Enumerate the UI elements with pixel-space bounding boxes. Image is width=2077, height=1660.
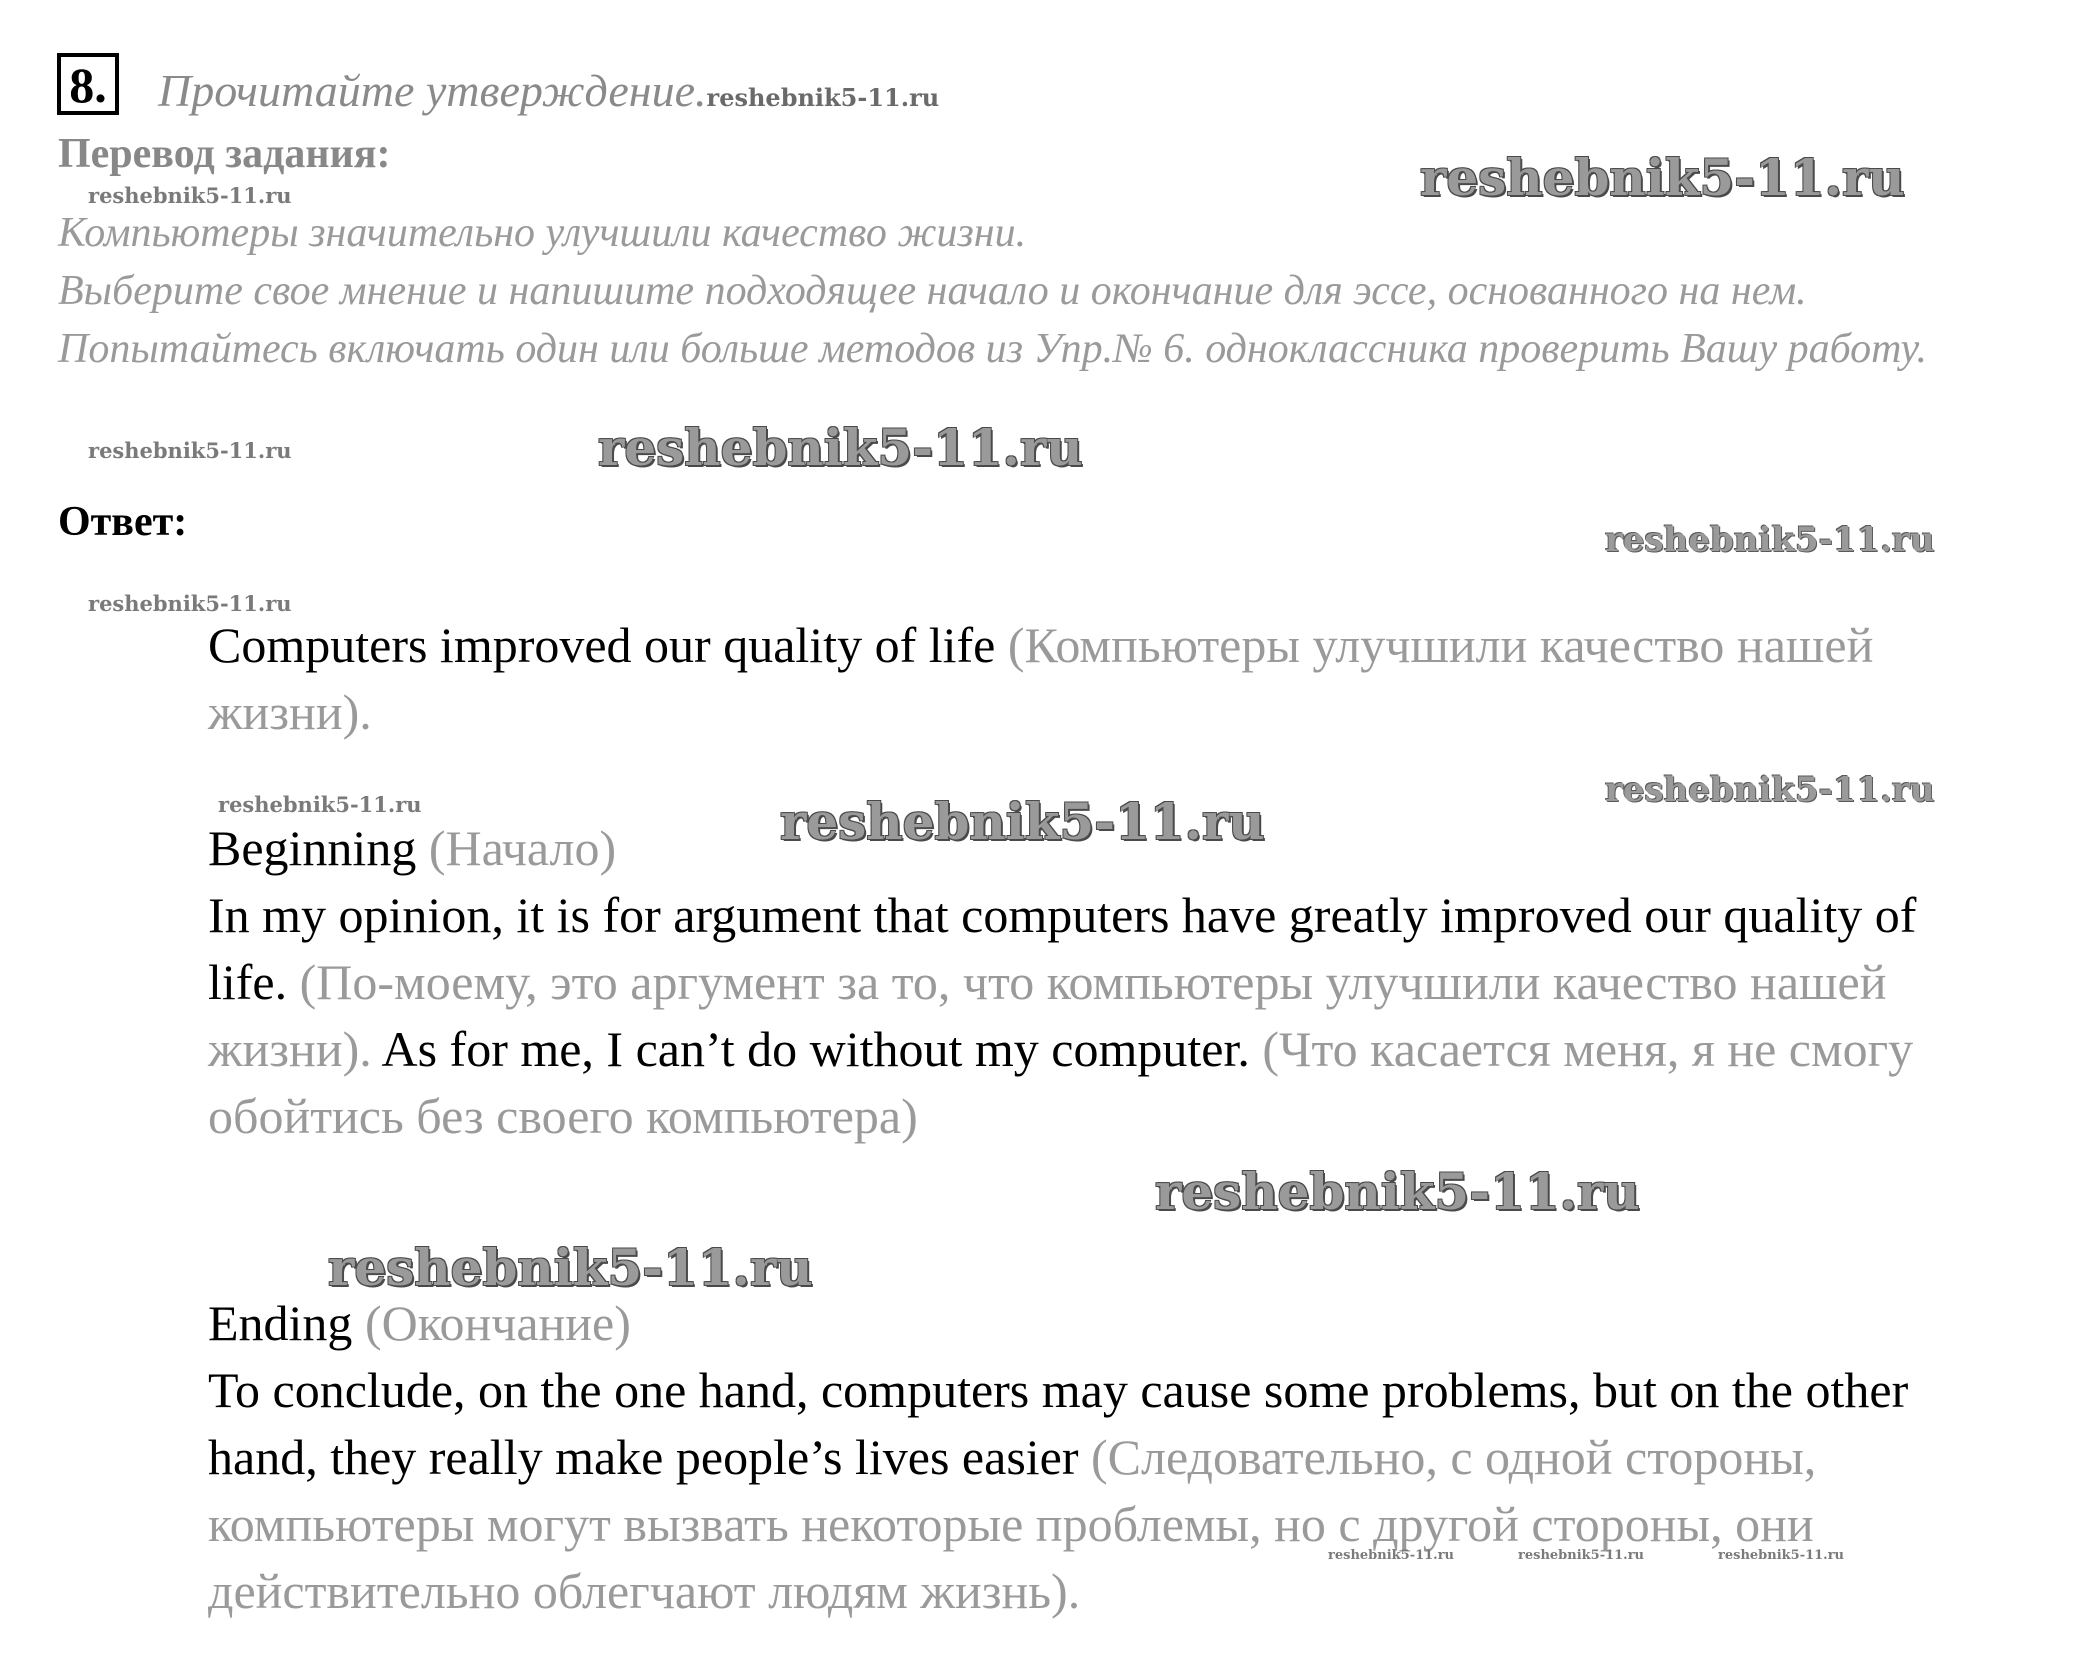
translation-line-2: Выберите свое мнение и напишите подходящее начало и окончание для эссе, основанного на нем. Попытайтесь включать один или больше методов из Упр.№ 6. одноклассника проверить Вашу работу.	[58, 268, 1927, 372]
watermark-large: reshebnik5-11.ru	[1155, 1162, 1640, 1221]
watermark-tiny: reshebnik5-11.ru	[1718, 1548, 1845, 1563]
answer-statement	[208, 612, 2008, 746]
title-watermark: reshebnik5-11.ru	[706, 83, 940, 112]
ending-en: To conclude, on the one hand, computers may cause some problems, but on the other hand, they really make people’s lives easier	[208, 1362, 1909, 1485]
watermark-small: reshebnik5-11.ru	[218, 792, 422, 817]
ending-label-en: Ending	[208, 1295, 353, 1351]
ending-ru: (Следовательно, с одной стороны, компьютеры могут вызвать некоторые проблемы, но с другой стороны, они действительно облегчают людям жизнь).	[208, 1429, 1817, 1619]
statement-ru: (Компьютеры улучшили качество нашей жизни).	[208, 617, 1874, 740]
beginning-label-ru: (Начало)	[428, 820, 617, 876]
ending-label-ru: (Окончание)	[364, 1295, 631, 1351]
translation-line-1: Компьютеры значительно улучшили качество жизни.	[58, 210, 1027, 256]
watermark-large: reshebnik5-11.ru	[1420, 148, 1905, 207]
beginning-s2-ru: (Что касается меня, я не смогу обойтись без своего компьютера)	[208, 1021, 1914, 1144]
beginning-label-en: Beginning	[208, 820, 417, 876]
beginning-s1-ru: (По-моему, это аргумент за то, что компьютеры улучшили качество нашей жизни).	[208, 954, 1887, 1077]
task-title	[158, 64, 939, 117]
statement-en: Computers improved our quality of life	[208, 617, 996, 673]
watermark-large: reshebnik5-11.ru	[328, 1238, 813, 1297]
beginning-s1-en: In my opinion, it is for argument that computers have greatly improved our quality of life.	[208, 887, 1917, 1010]
exercise-number: 8.	[57, 53, 119, 115]
task-title-text: Прочитайте утверждение.	[158, 65, 707, 116]
watermark-tiny: reshebnik5-11.ru	[1518, 1548, 1645, 1563]
watermark-small: reshebnik5-11.ru	[88, 591, 292, 616]
translation-heading: Перевод задания:	[58, 131, 391, 177]
watermark-small: reshebnik5-11.ru	[88, 183, 292, 208]
watermark-large: reshebnik5-11.ru	[780, 792, 1265, 851]
answer-heading: Ответ:	[58, 499, 188, 545]
beginning-s2-en: As for me, I can’t do without my computer.	[381, 1021, 1250, 1077]
task-translation	[58, 204, 2018, 378]
watermark-medium: reshebnik5-11.ru	[1605, 520, 1935, 560]
watermark-large: reshebnik5-11.ru	[598, 418, 1083, 477]
watermark-medium: reshebnik5-11.ru	[1605, 770, 1935, 810]
watermark-small: reshebnik5-11.ru	[88, 438, 292, 463]
watermark-tiny: reshebnik5-11.ru	[1328, 1548, 1455, 1563]
ending-section	[208, 1290, 2008, 1625]
beginning-section	[208, 815, 2008, 1150]
